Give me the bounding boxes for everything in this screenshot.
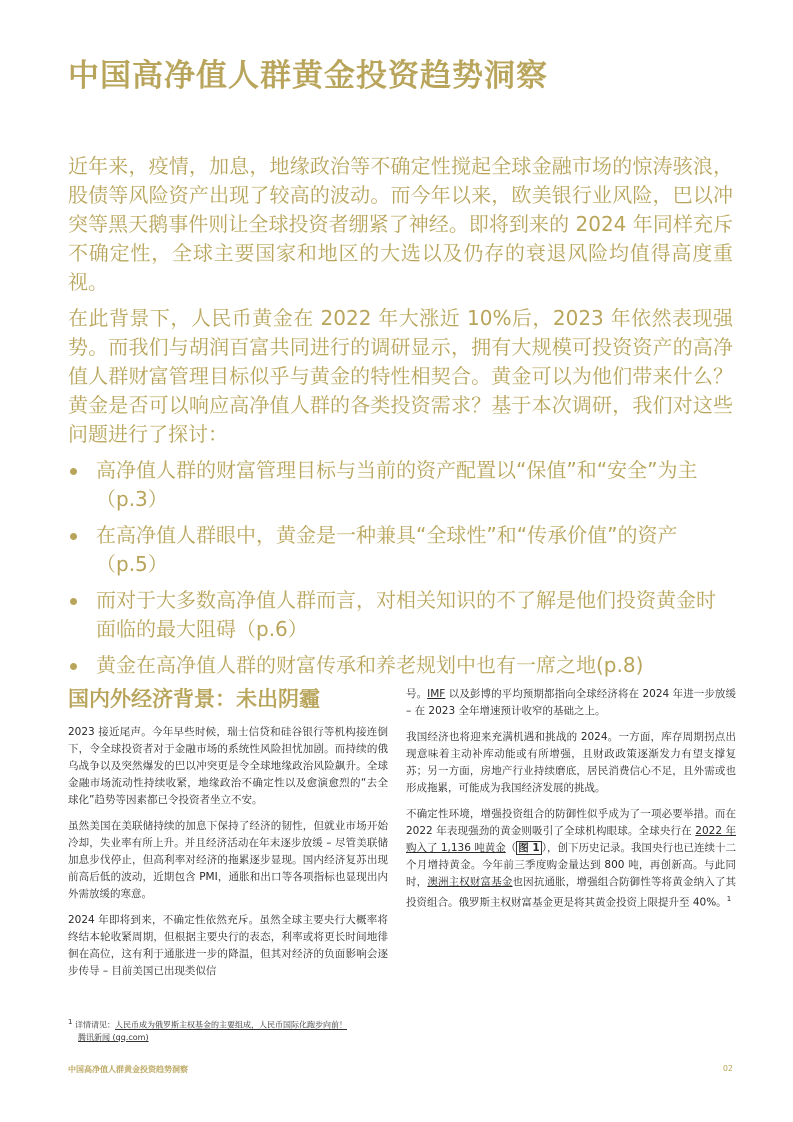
body-paragraph bbox=[406, 806, 736, 912]
list-item-text: 而对于大多数高净值人群而言，对相关知识的不了解是他们投资黄金时面临的最大阻碍（p.6） bbox=[96, 588, 716, 641]
intro-paragraph-2: 在此背景下，人民币黄金在 2022 年大涨近 10%后，2023 年依然表现强势。而我们与胡润百富共同进行的调研显示，拥有大规模可投资资产的高净值人群财富管理目标似乎与黄金的特性相契合。黄金可以为他们带来什么？黄金是否可以响应高净值人群的各类投资需求？基于本次调研，我们对这些问题进行了探讨： bbox=[68, 306, 733, 446]
footnote-number: 1 bbox=[68, 1018, 73, 1026]
body-paragraph: 2024 年即将到来，不确定性依然充斥。虽然全球主要央行大概率将终结本轮收紧周期，但根据主要央行的表态，利率或将更长时间地徘徊在高位，这有利于通胀进一步的降温，但其对经济的负面影响会逐步传导 – 目前美国已出现类似信 bbox=[68, 914, 388, 977]
list-item-text: 黄金在高净值人群的财富传承和养老规划中也有一席之地(p.8) bbox=[96, 653, 644, 677]
list-item-text: 在高净值人群眼中，黄金是一种兼具“全球性”和“传承价值”的资产（p.5） bbox=[96, 523, 678, 576]
bullet-icon bbox=[70, 533, 77, 540]
intro-paragraph-1: 近年来，疫情，加息，地缘政治等不确定性搅起全球金融市场的惊涛骇浪，股债等风险资产出现了较高的波动。而今年以来，欧美银行业风险，巴以冲突等黑天鹅事件则让全球投资者绷紧了神经。即将到来的 2024 年同样充斥不确定性，全球主要国家和地区的大选以及仍存的衰退风险均值得高度重视。 bbox=[68, 154, 733, 294]
bullet-icon bbox=[70, 598, 77, 605]
footnote-marker: 1 bbox=[726, 895, 732, 903]
list-item bbox=[68, 651, 733, 680]
text-span: 号。 bbox=[406, 688, 428, 700]
text-span: 不确定性环境，增强投资组合的防御性似乎成为了一项必要举措。而在 2022 年表现强劲的黄金则吸引了全球机构眼球。全球央行在 bbox=[406, 808, 736, 837]
figure-reference: 图 1 bbox=[518, 842, 540, 854]
list-item bbox=[68, 521, 733, 579]
page-title: 中国高净值人群黄金投资趋势洞察 bbox=[68, 58, 548, 94]
text-span: 以及彭博的平均预期都指向全球经济将在 2024 年进一步放缓 – 在 2023 全年增速预计收窄的基础之上。 bbox=[406, 688, 737, 717]
body-paragraph: 虽然美国在美联储持续的加息下保持了经济的韧性，但就业市场开始冷却，失业率有所上升。并且经济活动在年末逐步放缓 – 尽管美联储加息步伐停止，但高利率对经济的拖累逐步显现。国内经济复苏出现前高后低的波动，近期包含 PMI，通胀和出口等各项指标也显现出内外需放缓的寒意。 bbox=[68, 820, 388, 900]
left-column bbox=[68, 724, 388, 989]
australia-fund-link[interactable]: 澳洲主权财富基金 bbox=[427, 876, 513, 888]
bullet-icon bbox=[70, 468, 77, 475]
text-span: （ bbox=[505, 842, 517, 854]
section-heading: 国内外经济背景：未出阴霾 bbox=[68, 687, 320, 711]
footnote bbox=[68, 1016, 398, 1044]
body-paragraph: 我国经济也将迎来充满机遇和挑战的 2024。一方面，库存周期拐点出现意味着主动补库动能或有所增强，且财政政策逐渐发力有望支撑复苏；另一方面，房地产行业持续磨底，居民消费信心不足，且外需或也形成拖累，可能成为我国经济发展的挑战。 bbox=[406, 731, 736, 794]
bullet-icon bbox=[70, 663, 77, 670]
footnote-link[interactable]: 人民币成为俄罗斯主权基金的主要组成，人民币国际化跑步向前！ bbox=[115, 1020, 348, 1030]
text-span: 也因抗通胀，增强组合防御性等将黄金纳入了其投资组合。俄罗斯主权财富基金更是将其黄金投资上限提升至 40%。 bbox=[406, 876, 737, 909]
list-item-text: 高净值人群的财富管理目标与当前的资产配置以“保值”和“安全”为主（p.3） bbox=[96, 458, 698, 511]
intro-section bbox=[68, 152, 733, 687]
key-findings-list bbox=[68, 456, 733, 680]
footnote-link-source[interactable]: 腾讯新闻 (qq.com) bbox=[78, 1032, 149, 1042]
list-item bbox=[68, 586, 733, 644]
body-paragraph bbox=[406, 686, 736, 720]
footnote-prefix: 详情请见： bbox=[72, 1020, 116, 1030]
text-span: ），创下历史记录。我国央行也已连续十二个月增持黄金。今年前三季度购金量达到 800 吨，再创新高。与此同时， bbox=[406, 842, 737, 888]
central-bank-gold-link[interactable]: 2022 年购入了 1,136 吨黄金 bbox=[406, 825, 736, 854]
body-paragraph: 2023 接近尾声。今年早些时候，瑞士信贷和硅谷银行等机构接连倒下，令全球投资者对于金融市场的系统性风险担忧加剧。而持续的俄乌战争以及突然爆发的巴以冲突更是令全球地缘政治风险飙升。全球金融市场流动性持续收紧，地缘政治不确定性以及愈演愈烈的“去全球化”趋势等因素都已令投资者坐立不安。 bbox=[68, 726, 388, 806]
imf-link[interactable]: IMF bbox=[427, 688, 446, 700]
list-item bbox=[68, 456, 733, 514]
footer-title: 中国高净值人群黄金投资趋势洞察 bbox=[68, 1065, 188, 1074]
page-number: 02 bbox=[722, 1064, 733, 1073]
right-column bbox=[406, 686, 736, 921]
